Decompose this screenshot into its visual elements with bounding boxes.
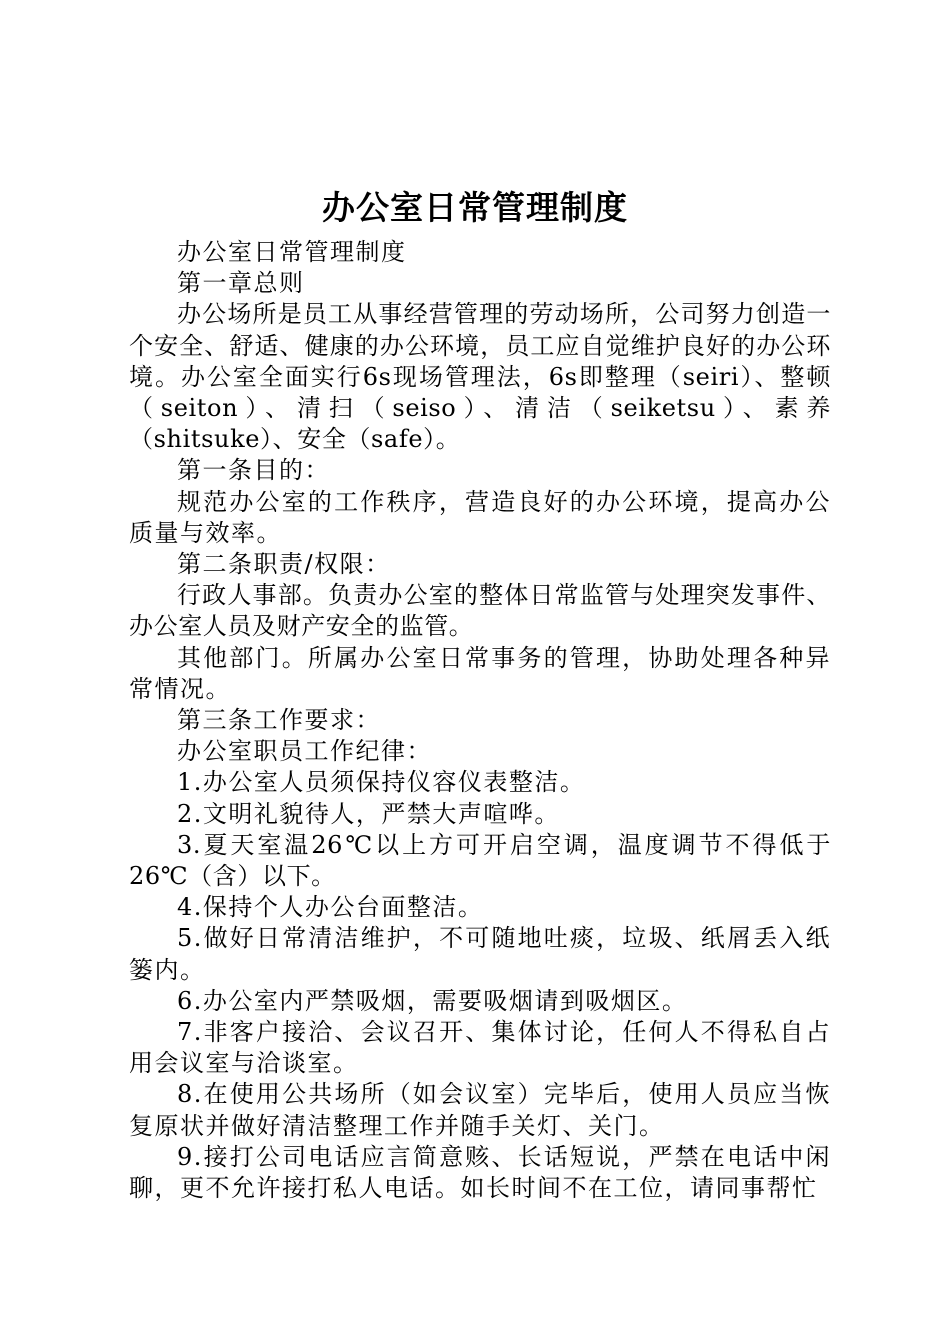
paragraph-chapter-heading: 第一章总则: [177, 269, 305, 298]
paragraph-article-1-body: 规范办公室的工作秩序，营造良好的办公环境，提高办公质量与效率。: [129, 487, 831, 547]
paragraph-subtitle: 办公室日常管理制度: [177, 238, 407, 266]
paragraph-article-1-heading: 第一条目的：: [177, 456, 330, 485]
paragraph-article-2-others: 其他部门。所属办公室日常事务的管理，协助处理各种异常情况。: [129, 643, 831, 703]
list-item-3: 3.夏天室温26℃以上方可开启空调，温度调节不得低于26℃（含）以下。: [129, 830, 831, 891]
list-item-8: 8.在使用公共场所（如会议室）完毕后，使用人员应当恢复原状并做好清洁整理工作并随手关灯、关门。: [129, 1080, 831, 1140]
paragraph-intro: 办公场所是员工从事经营管理的劳动场所，公司努力创造一个安全、舒适、健康的办公环境，员工应自觉维护良好的办公环境。办公室全面实行6s现场管理法，6s即整理（seiri）、整顿（seiton）、清扫（seiso）、清洁（seiketsu）、素养（shitsuke）、安全（safe）。: [129, 300, 831, 454]
list-item-1: 1.办公室人员须保持仪容仪表整洁。: [177, 768, 586, 797]
paragraph-discipline-heading: 办公室职员工作纪律：: [177, 737, 432, 766]
list-item-9: 9.接打公司电话应言简意赅、长话短说，严禁在电话中闲聊，更不允许接打私人电话。如长时间不在工位，请同事帮忙: [129, 1142, 831, 1203]
paragraph-article-2-heading: 第二条职责/权限：: [177, 550, 391, 579]
paragraph-article-3-heading: 第三条工作要求：: [177, 706, 381, 735]
list-item-4: 4.保持个人办公台面整洁。: [177, 893, 484, 922]
list-item-6: 6.办公室内严禁吸烟，需要吸烟请到吸烟区。: [177, 986, 688, 1015]
paragraph-article-2-hr: 行政人事部。负责办公室的整体日常监管与处理突发事件、办公室人员及财产安全的监管。: [129, 581, 831, 641]
list-item-5: 5.做好日常清洁维护，不可随地吐痰，垃圾、纸屑丢入纸篓内。: [129, 924, 831, 984]
list-item-2: 2.文明礼貌待人，严禁大声喧哗。: [177, 799, 560, 828]
list-item-7: 7.非客户接洽、会议召开、集体讨论，任何人不得私自占用会议室与洽谈室。: [129, 1018, 831, 1078]
document-title: 办公室日常管理制度: [322, 188, 628, 227]
document-body: [129, 237, 831, 1204]
